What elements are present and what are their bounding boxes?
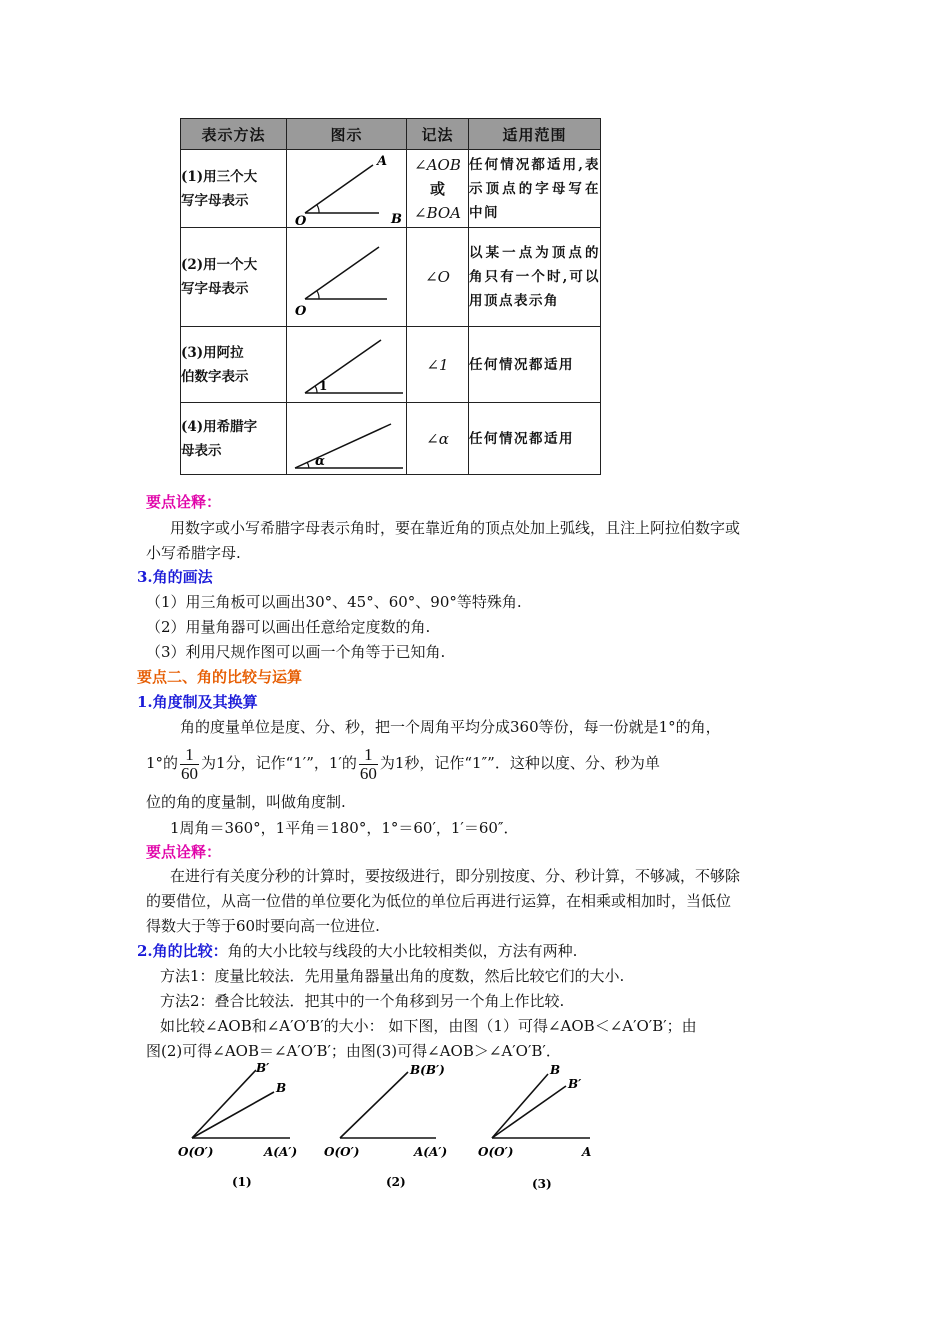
angle-alpha-label: α [315, 453, 326, 469]
paragraph-text: 位的角的度量制，叫做角度制. [146, 793, 346, 811]
scope-cell: 任何情况都适用 [469, 403, 601, 475]
label-a: A(A′) [414, 1145, 448, 1159]
fraction: $\frac{1}{60}$ [181, 744, 199, 783]
figure-3 [478, 1063, 591, 1191]
label-b-b-prime: B(B′) [410, 1063, 445, 1077]
note-heading: 要点诠释： [146, 493, 222, 511]
header-method: 表示方法 [181, 119, 287, 150]
angle-comparison-figures [170, 1058, 630, 1198]
notation-cell: ∠O [407, 228, 469, 327]
header-scope: 适用范围 [469, 119, 601, 150]
label-a: A [582, 1145, 592, 1159]
note-text: 的要借位，从高一位借的单位要化为低位的单位后再进行运算，在相乘或相加时，当低位 [146, 892, 732, 910]
header-diagram: 图示 [287, 119, 407, 150]
paragraph-text: 1周角＝360°，1平角＝180°，1°＝60′，1′＝60″． [170, 819, 519, 837]
paragraph-text: 角的度量单位是度、分、秒，把一个周角平均分成360等份，每一份就是1°的角， [180, 718, 721, 736]
note-text: 小写希腊字母. [146, 544, 241, 562]
table-row [181, 150, 601, 228]
scope-cell: 以某一点为顶点的角只有一个时,可以用顶点表示角 [469, 228, 601, 327]
diagram-cell [287, 228, 407, 327]
fraction: $\frac{1}{60}$ [359, 744, 377, 783]
section-heading: 3.角的画法 [137, 568, 213, 586]
label-a: A(A′) [264, 1145, 298, 1159]
label-origin: O(O′) [178, 1145, 214, 1159]
point-a-label: A [377, 153, 388, 169]
label-b: B [276, 1081, 287, 1095]
diagram-cell [287, 403, 407, 475]
notation-cell: ∠α [407, 403, 469, 475]
list-item: （3）利用尺规作图可以画一个角等于已知角. [146, 643, 446, 661]
figure-caption: (2) [386, 1175, 406, 1189]
note-heading: 要点诠释： [146, 843, 222, 861]
scope-cell: 任何情况都适用 [469, 327, 601, 403]
label-b: B [550, 1063, 561, 1077]
comparison-line: 2.角的比较：角的大小比较与线段的大小比较相类似，方法有两种. [137, 942, 578, 960]
table-header-row [181, 119, 601, 150]
figure-caption: (1) [232, 1175, 252, 1189]
point-o-label: O [295, 303, 307, 319]
label-origin: O(O′) [478, 1145, 514, 1159]
figure-caption: (3) [532, 1177, 552, 1191]
point-b-label: B [391, 211, 402, 227]
note-text: 在进行有关度分秒的计算时，要按级进行，即分别按度、分、秒计算，不够减，不够除 [170, 867, 741, 885]
notation-cell: ∠AOB 或 ∠BOA [407, 150, 469, 228]
header-notation: 记法 [407, 119, 469, 150]
section-heading: 1.角度制及其换算 [137, 693, 258, 711]
label-origin: O(O′) [324, 1145, 360, 1159]
scope-cell: 任何情况都适用,表示顶点的字母写在中间 [469, 150, 601, 228]
diagram-cell [287, 327, 407, 403]
list-item: （2）用量角器可以画出任意给定度数的角. [146, 618, 431, 636]
label-b-prime: B′ [256, 1061, 270, 1075]
notation-cell: ∠1 [407, 327, 469, 403]
paragraph-with-fractions: 1°的 $\frac{1}{60}$ 为1分，记作“1′”，1′的 $\frac{1}{60}$ 为1秒，记作“1″”．这种以度、分、秒为单 [146, 744, 660, 783]
method-cell: (4)用希腊字 母表示 [181, 403, 287, 475]
method-cell: (1)用三个大 写字母表示 [181, 150, 287, 228]
angle-alpha-diagram [287, 404, 407, 474]
label-b-prime: B′ [568, 1077, 582, 1091]
method-cell: (3)用阿拉 伯数字表示 [181, 327, 287, 403]
method-2-text: 方法2：叠合比较法．把其中的一个角移到另一个角上作比较. [160, 992, 565, 1010]
method-cell: (2)用一个大 写字母表示 [181, 228, 287, 327]
angle-1-label: 1 [319, 378, 328, 393]
angle-o-diagram [287, 229, 407, 326]
angle-notation-table [180, 118, 601, 475]
figure-1 [178, 1061, 297, 1189]
angle-aob-diagram [287, 151, 407, 227]
note-text: 得数大于等于60时要向高一位进位. [146, 917, 380, 935]
example-text: 如比较∠AOB和∠A′O′B′的大小： 如下图，由图（1）可得∠AOB＜∠A′O′B′；由 [160, 1017, 697, 1035]
point-o-label: O [295, 213, 307, 227]
note-text: 用数字或小写希腊字母表示角时，要在靠近角的顶点处加上弧线，且注上阿拉伯数字或 [170, 519, 741, 537]
figure-2 [324, 1063, 447, 1189]
table-row [181, 228, 601, 327]
list-item: （1）用三角板可以画出30°、45°、60°、90°等特殊角. [146, 593, 522, 611]
example-text: 图(2)可得∠AOB＝∠A′O′B′；由图(3)可得∠AOB＞∠A′O′B′． [146, 1042, 561, 1060]
method-1-text: 方法1：度量比较法．先用量角器量出角的度数，然后比较它们的大小. [160, 967, 625, 985]
table-row [181, 403, 601, 475]
diagram-cell [287, 150, 407, 228]
angle-1-diagram [287, 328, 407, 402]
part-heading: 要点二、角的比较与运算 [137, 668, 303, 686]
table-row [181, 327, 601, 403]
